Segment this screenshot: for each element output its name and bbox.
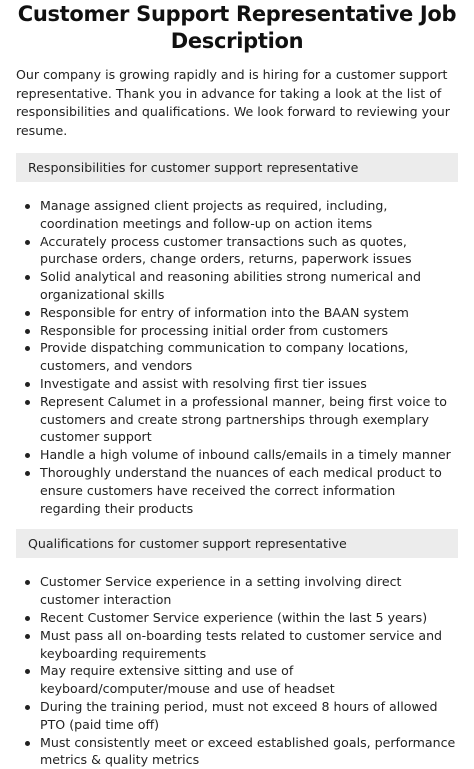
responsibility-item: Solid analytical and reasoning abilities strong numerical and organizational skills xyxy=(16,268,458,304)
qualifications-list xyxy=(16,573,458,769)
responsibilities-heading-label: Responsibilities for customer support representative xyxy=(28,160,359,175)
responsibility-item: Represent Calumet in a professional manner, being first voice to customers and create strong partnerships through exemplary customer support xyxy=(16,393,458,446)
responsibility-item: Investigate and assist with resolving first tier issues xyxy=(16,375,458,393)
page-title: Customer Support Representative Job Description xyxy=(17,2,457,53)
qualification-item: Recent Customer Service experience (within the last 5 years) xyxy=(16,609,458,627)
responsibility-item: Responsible for entry of information into the BAAN system xyxy=(16,304,458,322)
qualification-item: During the training period, must not exceed 8 hours of allowed PTO (paid time off) xyxy=(16,698,458,734)
qualification-item: May require extensive sitting and use of keyboard/computer/mouse and use of headset xyxy=(16,662,458,698)
qualifications-heading xyxy=(16,529,458,558)
responsibility-item: Handle a high volume of inbound calls/emails in a timely manner xyxy=(16,446,458,464)
responsibility-item: Thoroughly understand the nuances of each medical product to ensure customers have received the correct information regarding their products xyxy=(16,464,458,517)
responsibility-item: Manage assigned client projects as required, including, coordination meetings and follow-up on action items xyxy=(16,197,458,233)
qualification-item: Must pass all on-boarding tests related to customer service and keyboarding requirements xyxy=(16,627,458,663)
responsibility-item: Provide dispatching communication to company locations, customers, and vendors xyxy=(16,339,458,375)
intro-paragraph: Our company is growing rapidly and is hiring for a customer support representative. Thank you in advance for taking a look at the list of responsibilities and qualifications. We look forward to reviewing your resume. xyxy=(16,67,450,138)
qualification-item: Customer Service experience in a setting involving direct customer interaction xyxy=(16,573,458,609)
responsibilities-list xyxy=(16,197,458,517)
responsibilities-heading xyxy=(16,153,458,182)
qualifications-heading-label: Qualifications for customer support representative xyxy=(28,536,347,552)
qualification-item: Must consistently meet or exceed established goals, performance metrics & quality metrics xyxy=(16,734,458,769)
responsibility-item: Accurately process customer transactions such as quotes, purchase orders, change orders, returns, paperwork issues xyxy=(16,233,458,269)
responsibility-item: Responsible for processing initial order from customers xyxy=(16,322,458,340)
